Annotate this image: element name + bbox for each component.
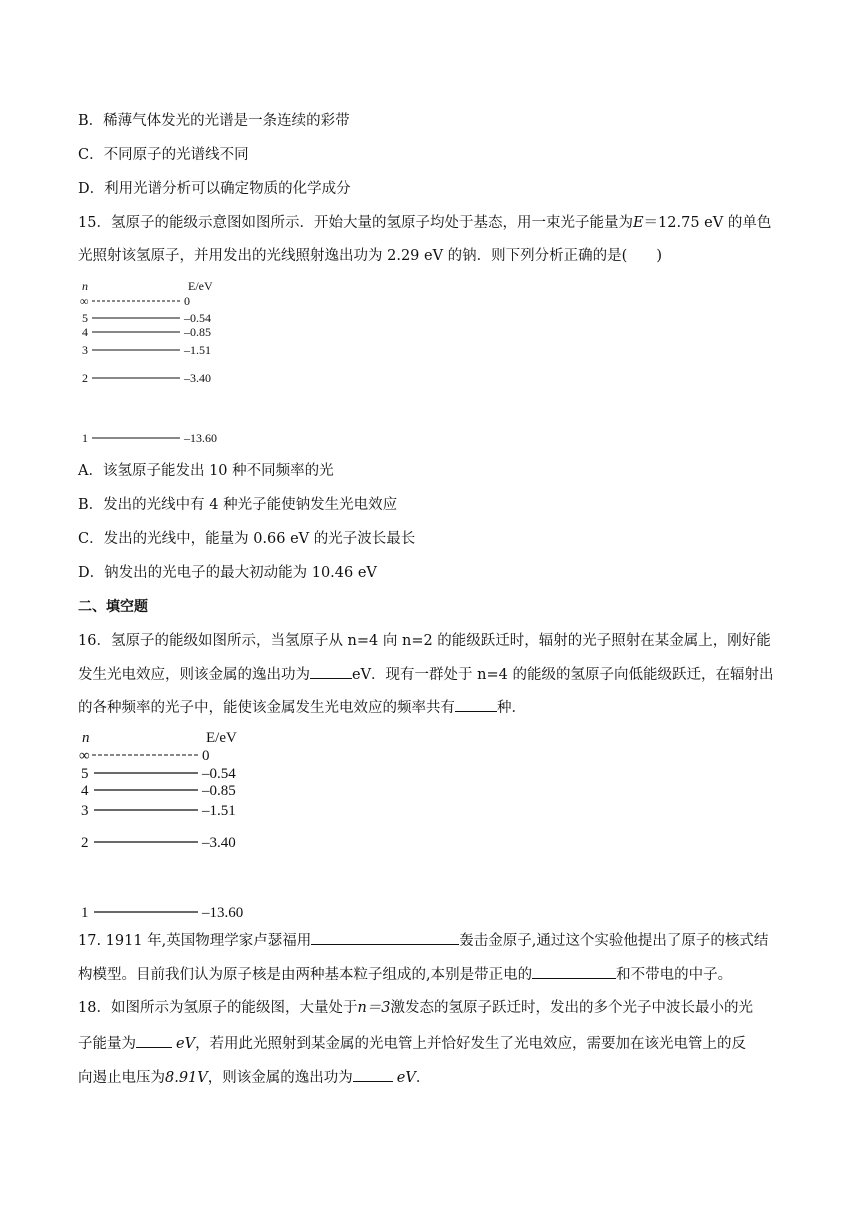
q18-stop-voltage: 8.91V <box>165 1070 208 1086</box>
q17-blank-particle[interactable] <box>311 930 459 945</box>
q18-stem-line2-part1: 子能量为 <box>78 1036 136 1052</box>
q15-energy-symbol: E <box>632 215 644 231</box>
q17-stem-line2-part2: 和不带电的中子。 <box>616 967 733 983</box>
q16-stem-line1: 16．氢原子的能级如图所示，当氢原子从 n=4 向 n=2 的能级跃迁时，辐射的光子照射在某金属上，刚好能 <box>78 633 771 649</box>
diagram1-level-2-label: 2 <box>82 371 88 385</box>
diagram1-level-5-label: 5 <box>82 311 88 325</box>
diagram1-axis-e: E/eV <box>188 279 213 293</box>
q15-energy-level-diagram <box>78 278 278 452</box>
diagram1-level-4-value: –0.85 <box>184 325 211 339</box>
q15-stem-line2: 光照射该氢原子，并用发出的光线照射逸出功为 2.29 eV 的钠．则下列分析正确的是( ) <box>78 248 662 264</box>
diagram2-level-4-label: 4 <box>81 783 89 799</box>
q15-stem-part2: ＝12.75 eV 的单色 <box>643 215 772 231</box>
q14-option-b: B．稀薄气体发光的光谱是一条连续的彩带 <box>78 113 350 129</box>
diagram2-level-3-label: 3 <box>81 803 89 819</box>
q14-option-c: C．不同原子的光谱线不同 <box>78 147 249 163</box>
diagram2-level-inf-label: ∞ <box>79 748 90 764</box>
diagram1-level-1-value: –13.60 <box>184 431 217 445</box>
diagram2-level-3-value: –1.51 <box>202 803 236 819</box>
q14-option-d: D．利用光谱分析可以确定物质的化学成分 <box>78 181 351 197</box>
q16-energy-level-diagram <box>78 728 318 927</box>
diagram1-level-inf-label: ∞ <box>80 294 89 308</box>
q18-stem-line3 <box>78 1067 430 1088</box>
diagram2-level-1-label: 1 <box>81 905 89 921</box>
q18-stem-line1 <box>78 998 753 1018</box>
q17-stem-line2 <box>78 964 732 985</box>
q15-option-d: D．钠发出的光电子的最大初动能为 10.46 eV <box>78 565 377 581</box>
diagram1-level-5-value: –0.54 <box>184 311 211 325</box>
q18-blank-work-function[interactable] <box>353 1067 393 1082</box>
q16-stem-line2-part2: eV．现有一群处于 n=4 的能级的氢原子向低能级跃迁，在辐射出 <box>352 667 774 683</box>
q18-unit-ev-2: eV <box>396 1070 416 1086</box>
q16-stem-line3-part2: 种． <box>497 700 526 716</box>
q18-stem-line1-part1: 18．如图所示为氢原子的能级图，大量处于 <box>78 1000 358 1016</box>
diagram1-level-inf-value: 0 <box>184 294 190 308</box>
q15-option-b: B．发出的光线中有 4 种光子能使钠发生光电效应 <box>78 497 398 513</box>
diagram2-level-1-value: –13.60 <box>202 905 244 921</box>
q16-blank-work-function[interactable] <box>310 664 352 679</box>
diagram2-level-inf-value: 0 <box>202 748 210 764</box>
q17-stem-line1-part2: 轰击金原子,通过这个实验他提出了原子的核式结 <box>459 933 769 949</box>
q18-stem-line3-part3: ． <box>415 1070 431 1086</box>
q18-stem-line1-part2: 激发态的氢原子跃迁时，发出的多个光子中波长最小的光 <box>390 1000 754 1016</box>
q18-stem-line3-part2: ，则该金属的逸出功为 <box>207 1070 353 1086</box>
section-title-fill-in: 二、填空题 <box>78 599 148 615</box>
q17-stem-line1 <box>78 930 768 951</box>
q15-stem-part1: 15．氢原子的能级示意图如图所示．开始大量的氢原子均处于基态，用一束光子能量为 <box>78 215 633 231</box>
diagram1-level-3-label: 3 <box>82 343 88 357</box>
q16-stem-line3 <box>78 697 526 718</box>
q18-state-expression: n＝3 <box>357 1000 391 1016</box>
q18-stem-line3-part1: 向遏止电压为 <box>78 1070 165 1086</box>
diagram1-level-3-value: –1.51 <box>184 343 211 357</box>
q15-option-c: C．发出的光线中，能量为 0.66 eV 的光子波长最长 <box>78 531 416 547</box>
diagram2-axis-e: E/eV <box>206 730 237 746</box>
diagram1-axis-n: n <box>82 279 88 293</box>
q17-stem-line1-part1: 17. 1911 年,英国物理学家卢瑟福用 <box>78 933 312 949</box>
diagram1-level-4-label: 4 <box>82 325 88 339</box>
q16-stem-line3-part1: 的各种频率的光子中，能使该金属发生光电效应的频率共有 <box>78 700 455 716</box>
q16-blank-frequency-count[interactable] <box>455 697 497 712</box>
diagram2-level-5-value: –0.54 <box>202 766 236 782</box>
q17-stem-line2-part1: 构模型。目前我们认为原子核是由两种基本粒子组成的,本别是带正电的 <box>78 967 533 983</box>
q18-blank-photon-energy[interactable] <box>136 1033 172 1048</box>
diagram2-level-4-value: –0.85 <box>202 783 236 799</box>
q16-stem-line2-part1: 发生光电效应，则该金属的逸出功为 <box>78 667 310 683</box>
diagram2-level-2-label: 2 <box>81 835 89 851</box>
q18-stem-line2 <box>78 1033 746 1054</box>
diagram2-level-2-value: –3.40 <box>202 835 236 851</box>
q16-stem-line2 <box>78 664 773 685</box>
q15-stem-line1 <box>78 213 771 233</box>
q18-stem-line2-part2: ，若用此光照射到某金属的光电管上并恰好发生了光电效应，需要加在该光电管上的反 <box>195 1036 747 1052</box>
diagram2-level-5-label: 5 <box>81 766 89 782</box>
q17-blank-positive-particle[interactable] <box>532 964 616 979</box>
diagram1-level-2-value: –3.40 <box>184 371 211 385</box>
q18-unit-ev-1: eV <box>176 1036 196 1052</box>
diagram1-level-1-label: 1 <box>82 431 88 445</box>
q15-option-a: A．该氢原子能发出 10 种不同频率的光 <box>78 463 334 479</box>
diagram2-axis-n: n <box>82 730 90 746</box>
